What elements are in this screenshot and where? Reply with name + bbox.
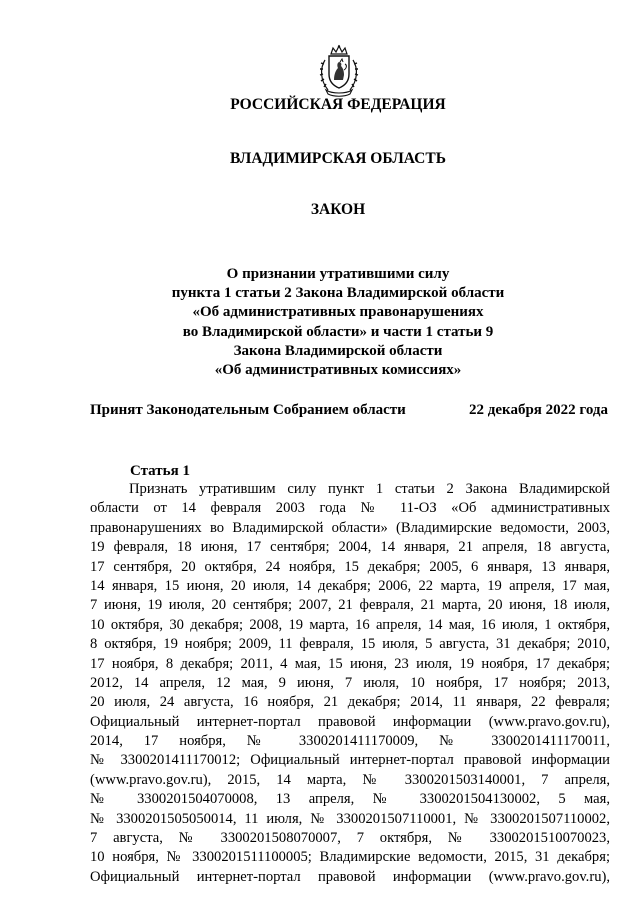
- law-title-line: «Об административных комиссиях»: [214, 362, 462, 379]
- article-line: 17 сентября, 20 октября, 24 ноября, 15 декабря; 2005, 6 января, 13 января,: [90, 558, 610, 575]
- document-type-heading: ЗАКОН: [310, 201, 366, 218]
- article-line: Официальный интернет-портал правовой информации (www.pravo.gov.ru),: [90, 868, 610, 885]
- article-line: 7 июня, 19 июля, 20 сентября; 2007, 21 февраля, 21 марта, 20 июня, 18 июля,: [90, 597, 610, 614]
- law-title-line: «Об административных правонарушениях: [192, 304, 484, 321]
- article-line: 2012, 14 апреля, 12 мая, 9 июня, 7 июля, 10 ноября, 17 ноября; 2013,: [90, 674, 610, 691]
- article-line: 8 октября, 19 ноября; 2009, 11 февраля, 15 июля, 5 августа, 31 декабря; 2010,: [90, 636, 610, 653]
- article-line: 10 ноября, № 3300201511100005; Владимирские ведомости, 2015, 31 декабря;: [90, 849, 610, 866]
- adoption-label: Принят Законодательным Собранием области: [90, 402, 406, 418]
- article-line: 2014, 17 ноября, № 3300201411170009, № 3300201411170011,: [90, 733, 610, 750]
- article-line: № 3300201505050014, 11 июля, № 3300201507110001, № 3300201507110002,: [90, 810, 610, 827]
- article-line: 17 ноября, 8 декабря; 2011, 4 мая, 15 июня, 23 июля, 19 ноября, 17 декабря;: [90, 655, 610, 672]
- article-line: 14 января, 15 июня, 20 июля, 14 декабря; 2006, 22 марта, 19 апреля, 17 мая,: [90, 577, 610, 594]
- article-heading: Статья 1: [130, 463, 190, 479]
- article-line: 7 августа, № 3300201508070007, 7 октября, № 3300201510070023,: [90, 830, 610, 847]
- article-line: области от 14 февраля 2003 года № 11-ОЗ «Об административных: [90, 500, 610, 517]
- article-line: (www.pravo.gov.ru), 2015, 14 марта, № 3300201503140001, 7 апреля,: [90, 771, 610, 788]
- law-title-line: О признании утратившими силу: [226, 266, 450, 282]
- article-line: 10 октября, 30 декабря; 2008, 19 марта, 16 апреля, 14 мая, 16 июля, 1 октября,: [90, 616, 610, 633]
- coat-of-arms-emblem-icon: [316, 44, 362, 98]
- article-line: Признать утратившим силу пункт 1 статьи 2 Закона Владимирской: [129, 481, 610, 497]
- article-line: № 3300201411170012; Официальный интернет-портал правовой информации: [90, 752, 610, 769]
- article-line: 20 июля, 24 августа, 16 ноября, 21 декабря; 2014, 11 января, 22 февраля;: [90, 694, 610, 711]
- adoption-date: 22 декабря 2022 года: [469, 402, 608, 418]
- law-title-line: пункта 1 статьи 2 Закона Владимирской области: [171, 285, 505, 302]
- law-title-line: Закона Владимирской области: [233, 342, 443, 359]
- law-title: [18, 265, 640, 380]
- article-line: № 3300201504070008, 13 апреля, № 3300201504130002, 5 мая,: [90, 791, 610, 808]
- region-heading: ВЛАДИМИРСКАЯ ОБЛАСТЬ: [230, 150, 446, 167]
- law-title-line: во Владимирской области» и части 1 статьи 9: [182, 323, 494, 340]
- article-line: Официальный интернет-портал правовой информации (www.pravo.gov.ru),: [90, 713, 610, 730]
- country-heading: РОССИЙСКАЯ ФЕДЕРАЦИЯ: [230, 96, 446, 113]
- article-line: 19 февраля, 18 июня, 17 сентября; 2004, 14 января, 21 апреля, 18 августа,: [90, 539, 610, 556]
- article-body: [90, 480, 610, 887]
- article-line: правонарушениях во Владимирской области» (Владимирские ведомости, 2003,: [90, 519, 610, 536]
